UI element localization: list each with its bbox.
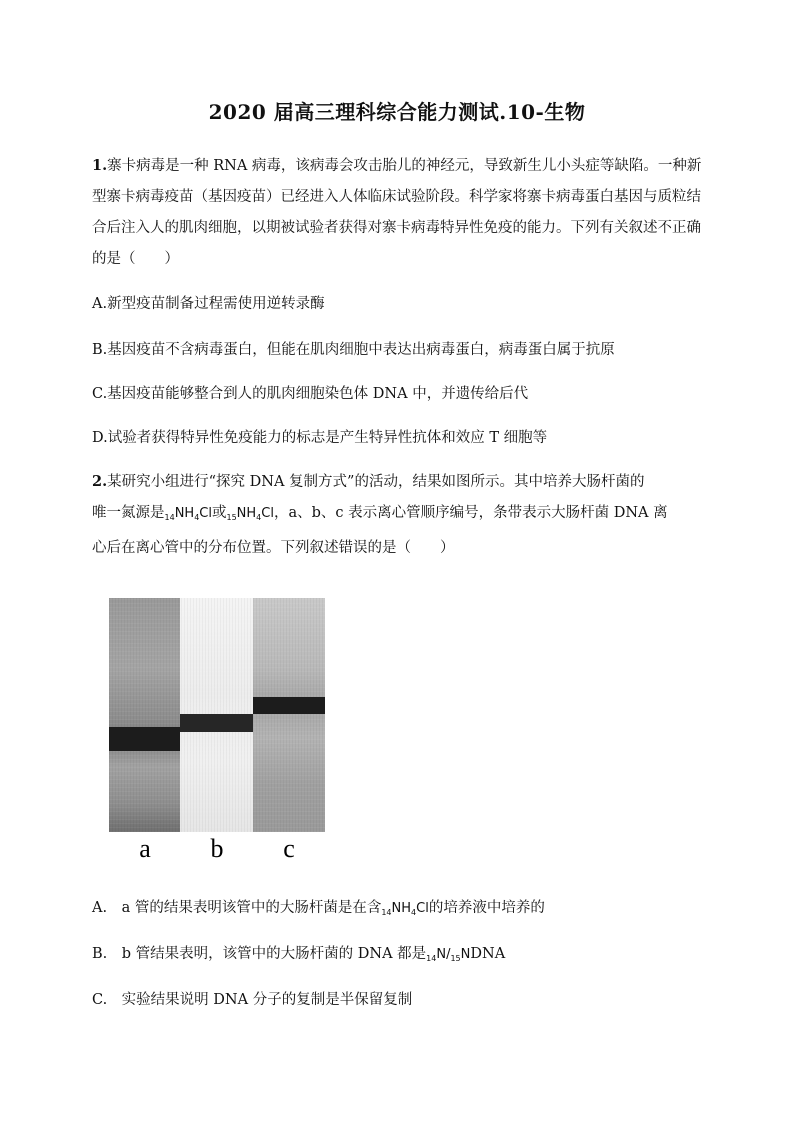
page-title: 2020 届高三理科综合能力测试.10-生物 (208, 100, 586, 124)
question-1-option-b: B.基因疫苗不含病毒蛋白，但能在肌肉细胞中表达出病毒蛋白，病毒蛋白属于抗原 (92, 342, 615, 358)
question-2-line-2: 唯一氮源是$_{14}NH_4Cl$或$_{15}NH_4Cl$，a、b、c 表示离心管顺序编号，条带表示大肠杆菌 DNA 离 (92, 505, 668, 522)
question-1-option-c: C.基因疫苗能够整合到人的肌肉细胞染色体 DNA 中，并遗传给后代 (92, 386, 529, 402)
tube-label-c: c (283, 834, 295, 863)
dna-band-b (180, 714, 253, 732)
question-2-option-a: A. a 管的结果表明该管中的大肠杆菌是在含$_{14}NH_4Cl$的培养液中培养的 (92, 900, 545, 917)
question-2-line-3: 心后在离心管中的分布位置。下列叙述错误的是（ ） (92, 540, 455, 556)
question-2-stem (92, 466, 704, 564)
dna-band-a (109, 727, 180, 751)
tube-label-b: b (210, 834, 224, 863)
nitrogen-source-14: $_{14}NH_4Cl$ (164, 506, 212, 522)
question-2-option-b: B. b 管结果表明，该管中的大肠杆菌的 DNA 都是$_{14}N/_{15}NDNA$ (92, 946, 506, 963)
question-1-option-a: A.新型疫苗制备过程需使用逆转录酶 (92, 296, 325, 312)
question-2-line-1: 2.某研究小组进行“探究 DNA 复制方式”的活动，结果如图所示。其中培养大肠杆菌的 (92, 473, 645, 490)
dna-band-c-upper (253, 697, 325, 714)
question-1-option-d: D.试验者获得特异性免疫能力的标志是产生特异性抗体和效应 T 细胞等 (92, 430, 548, 446)
tube-label-a: a (139, 834, 151, 863)
question-1-text: 寨卡病毒是一种 RNA 病毒，该病毒会攻击胎儿的神经元，导致新生儿小头症等缺陷。一种新型寨卡病毒疫苗（基因疫苗）已经进入人体临床试验阶段。科学家将寨卡病毒蛋白基因与质粒结合后注入人的肌肉细胞，以期被试验者获得对寨卡病毒特异性免疫的能力。下列有关叙述不正确的是（ ） (92, 158, 702, 267)
question-2-option-c: C. 实验结果说明 DNA 分子的复制是半保留复制 (92, 992, 413, 1008)
question-1-number: 1. (92, 157, 108, 174)
centrifuge-tube-figure (109, 598, 325, 863)
question-1-stem (92, 150, 704, 275)
nitrogen-source-15: $_{15}NH_4Cl$ (226, 506, 274, 522)
question-2-number: 2. (92, 473, 108, 490)
